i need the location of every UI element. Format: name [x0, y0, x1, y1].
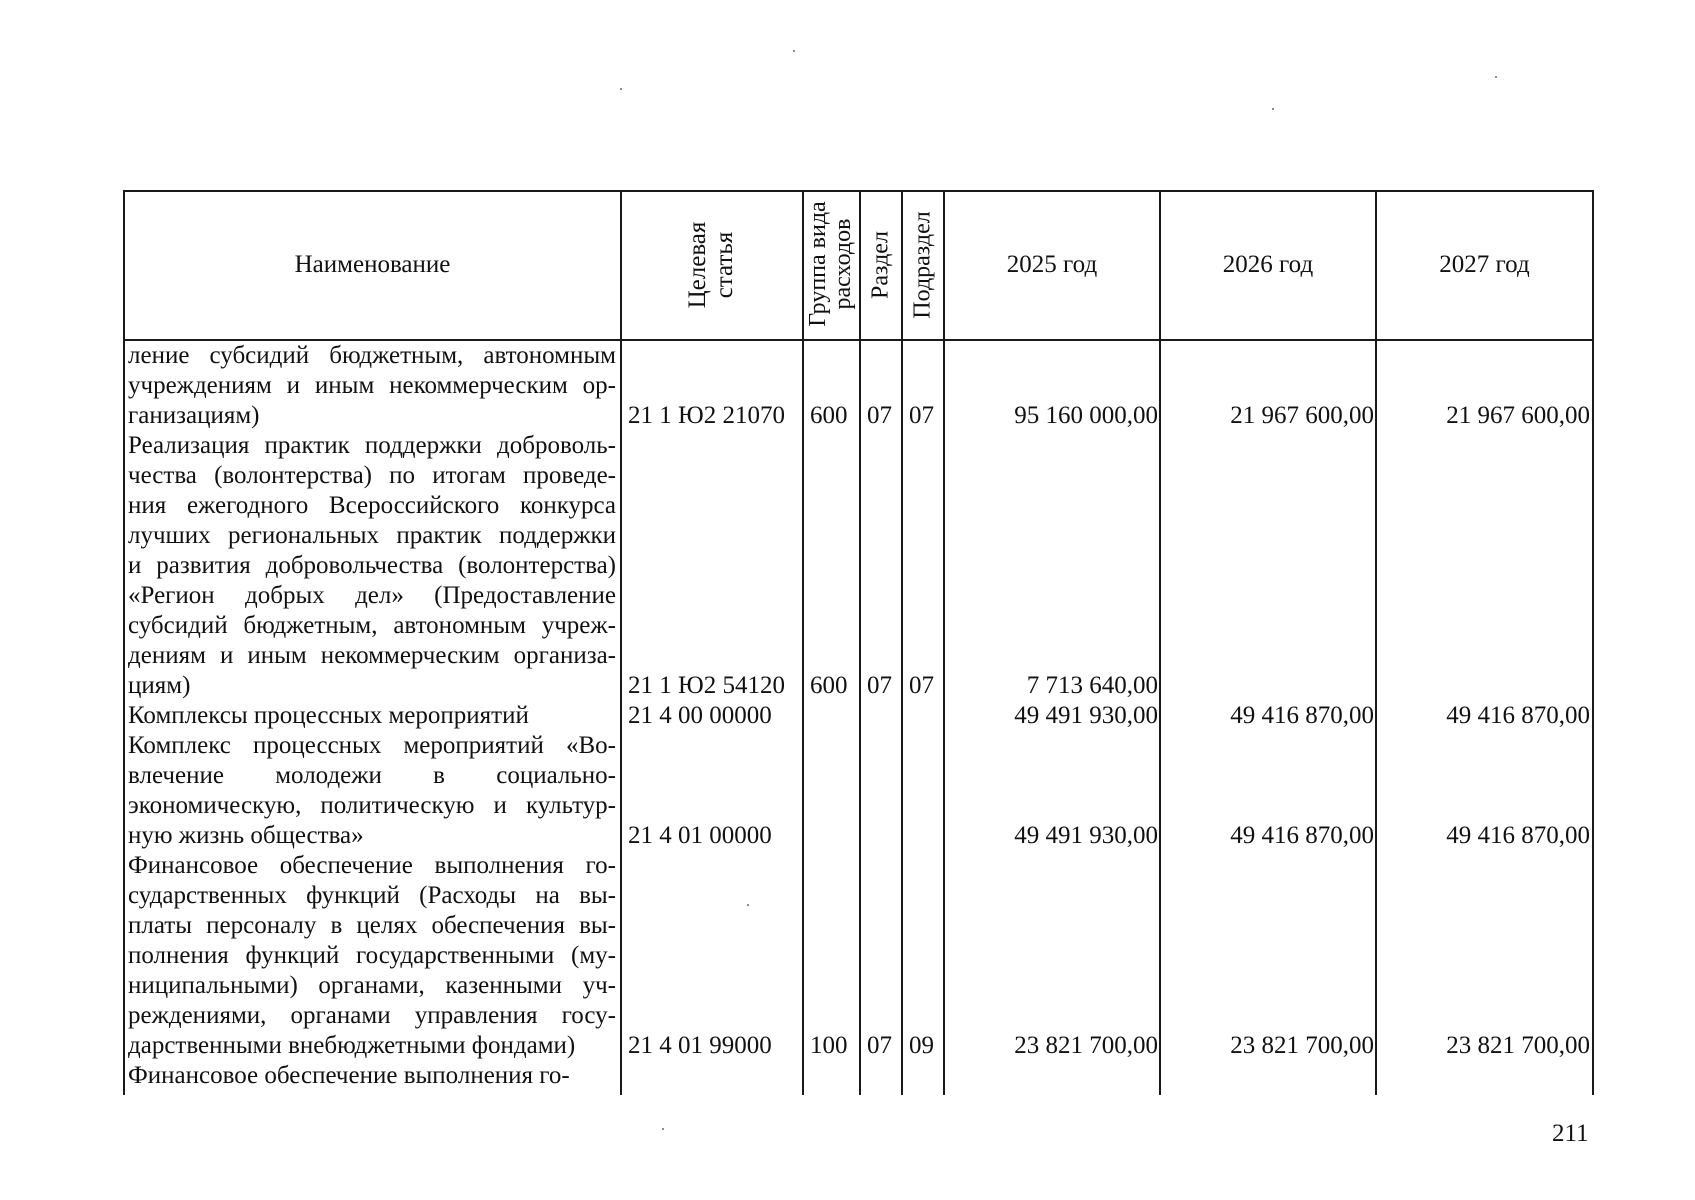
header-2026: 2026 год	[1222, 251, 1314, 278]
row-name-line: экономическую, политическую и культур-	[128, 792, 616, 819]
row-subsection: 07	[909, 672, 934, 699]
row-amount-2027: 49 416 870,00	[1446, 702, 1590, 729]
row-name-line: Реализация практик поддержки доброволь-	[128, 432, 616, 459]
col-border-2025	[1159, 190, 1161, 1095]
row-name-line: циям)	[128, 672, 191, 699]
row-section: 07	[867, 672, 892, 699]
row-expense-group: 100	[810, 1032, 848, 1059]
scan-speck	[1495, 76, 1497, 78]
row-name-line: реждениями, органами управления госу-	[128, 1002, 616, 1029]
row-expense-group: 600	[810, 672, 848, 699]
row-name-line: платы персоналу в целях обеспечения вы-	[128, 912, 616, 939]
row-name-line: ление субсидий бюджетным, автономным	[128, 342, 616, 369]
row-name-line: дарственными внебюджетными фондами)	[128, 1032, 576, 1059]
col-border-group	[859, 190, 861, 1095]
col-border-subsection	[943, 190, 945, 1095]
row-name-line: и развития добровольчества (волонтерства)	[128, 552, 616, 579]
row-name-line: Комплексы процессных мероприятий	[128, 702, 529, 729]
row-target-article: 21 4 01 00000	[628, 822, 772, 849]
row-amount-2026: 23 821 700,00	[1230, 1032, 1374, 1059]
row-name-line: лучших региональных практик поддержки	[128, 522, 616, 549]
row-target-article: 21 1 Ю2 54120	[628, 672, 785, 699]
row-amount-2025: 95 160 000,00	[1014, 402, 1158, 429]
row-amount-2026: 21 967 600,00	[1230, 402, 1374, 429]
row-amount-2027: 49 416 870,00	[1446, 822, 1590, 849]
header-2027: 2027 год	[1439, 251, 1530, 278]
row-target-article: 21 1 Ю2 21070	[628, 402, 785, 429]
row-subsection: 07	[909, 402, 934, 429]
row-amount-2026: 49 416 870,00	[1230, 822, 1374, 849]
row-amount-2027: 23 821 700,00	[1446, 1032, 1590, 1059]
row-target-article: 21 4 00 00000	[628, 702, 772, 729]
row-name	[128, 701, 616, 731]
row-section: 07	[867, 402, 892, 429]
row-subsection: 09	[909, 1032, 934, 1059]
row-expense-group: 600	[810, 402, 848, 429]
row-name-line: влечение молодежи в социально-	[128, 762, 616, 789]
header-target-article	[684, 222, 738, 309]
row-amount-2025: 23 821 700,00	[1014, 1032, 1158, 1059]
page-number: 211	[1552, 1120, 1589, 1147]
row-name-line: чества (волонтерства) по итогам проведе-	[128, 462, 616, 489]
col-border-name	[620, 190, 622, 1095]
row-name	[128, 731, 616, 851]
header-target-article-line1: Целевая	[684, 221, 711, 309]
row-name-line: Комплекс процессных мероприятий «Во-	[128, 732, 616, 759]
row-amount-2026: 49 416 870,00	[1230, 702, 1374, 729]
col-border-code	[802, 190, 804, 1095]
header-subsection: Подраздел	[909, 211, 936, 319]
row-name-line: Финансовое обеспечение выполнения го-	[128, 1062, 570, 1089]
row-name-line: субсидий бюджетным, автономным учреж-	[128, 612, 616, 639]
header-2025: 2025 год	[1006, 251, 1098, 278]
row-name-line: ганизациям)	[128, 402, 260, 429]
col-border-left	[123, 190, 125, 1095]
row-name-line: «Регион добрых дел» (Предоставление	[128, 582, 616, 609]
row-name	[128, 341, 616, 431]
col-border-2026	[1375, 190, 1377, 1095]
row-section: 07	[867, 1032, 892, 1059]
header-target-article-line2: статья	[711, 231, 738, 299]
header-expense-group	[806, 201, 856, 326]
scan-speck	[793, 50, 795, 52]
col-border-section	[901, 190, 903, 1095]
col-border-right	[1592, 190, 1594, 1095]
row-name-line: сударственных функций (Расходы на вы-	[128, 882, 616, 909]
scan-speck	[662, 1128, 664, 1130]
row-name-line: Финансовое обеспечение выполнения го-	[128, 852, 616, 879]
row-target-article: 21 4 01 99000	[628, 1032, 772, 1059]
row-amount-2025: 49 491 930,00	[1014, 822, 1158, 849]
row-name	[128, 431, 616, 701]
header-name: Наименование	[294, 251, 451, 278]
row-name-line: ниципальными) органами, казенными уч-	[128, 972, 616, 999]
row-amount-2025: 49 491 930,00	[1014, 702, 1158, 729]
row-name	[128, 1061, 616, 1091]
scan-speck	[620, 88, 622, 90]
row-amount-2027: 21 967 600,00	[1446, 402, 1590, 429]
row-name-line: ную жизнь общества»	[128, 822, 364, 849]
header-expense-group-line2: расходов	[830, 218, 856, 310]
row-name-line: полнения функций государственными (му-	[128, 942, 616, 969]
scan-speck	[747, 904, 749, 906]
header-expense-group-line1: Группа вида	[805, 201, 831, 327]
row-name	[128, 851, 616, 1061]
header-section: Раздел	[867, 231, 894, 299]
row-name-line: ния ежегодного Всероссийского конкурса	[128, 492, 616, 519]
row-name-line: учреждениям и иным некоммерческим ор-	[128, 372, 616, 399]
scan-speck	[1272, 108, 1274, 110]
row-amount-2025: 7 713 640,00	[1026, 672, 1158, 699]
row-name-line: дениям и иным некоммерческим организа-	[128, 642, 616, 669]
